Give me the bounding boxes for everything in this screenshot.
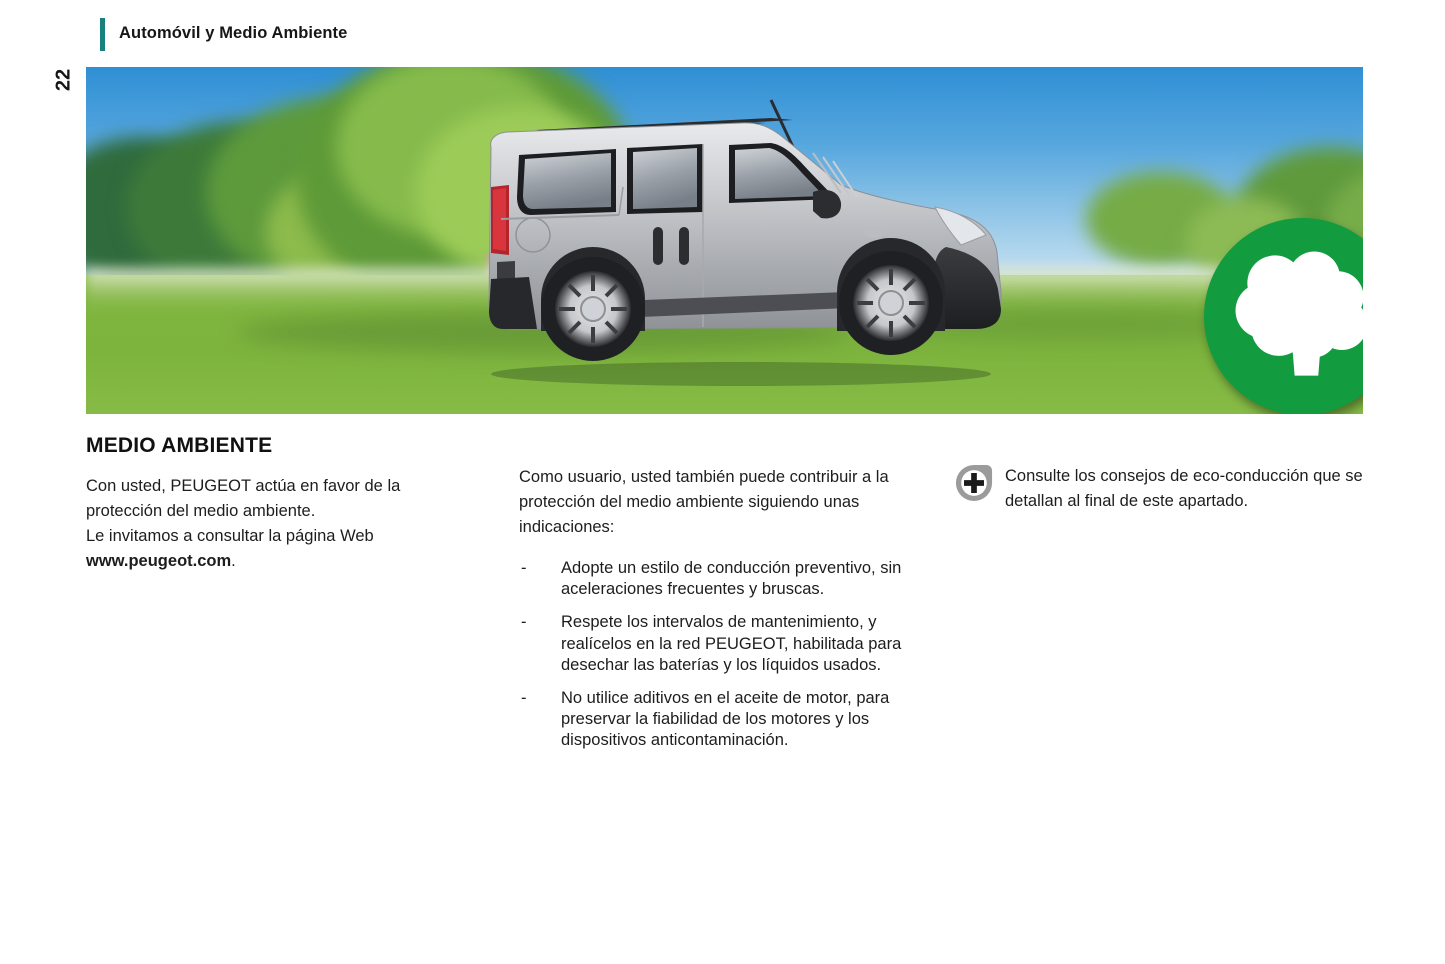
eco-badge <box>1204 218 1363 414</box>
vehicle-illustration <box>441 87 1041 397</box>
eco-tip-callout <box>955 462 1365 514</box>
bullet-dash: - <box>521 613 527 632</box>
eco-guidelines-list <box>519 558 934 751</box>
page-number <box>42 58 86 102</box>
plus-info-icon <box>955 464 993 502</box>
section-heading: MEDIO AMBIENTE <box>86 434 273 457</box>
peugeot-website-link[interactable]: www.peugeot.com <box>86 552 232 571</box>
sentence-period: . <box>231 552 236 571</box>
intro-line-2: protección del medio ambiente. <box>86 501 316 520</box>
list-item <box>519 612 934 675</box>
list-item-text: Adopte un estilo de conducción preventivo, sin aceleraciones frecuentes y bruscas. <box>561 559 902 599</box>
bullet-dash: - <box>521 559 527 578</box>
page-title: Automóvil y Medio Ambiente <box>119 24 348 42</box>
contribute-paragraph: Como usuario, usted también puede contribuir a la protección del medio ambiente siguiendo unas indicaciones: <box>519 468 889 537</box>
page-number-value: 22 <box>52 68 75 92</box>
tree-icon <box>1204 218 1363 414</box>
left-text-column <box>86 430 486 574</box>
header-accent-bar <box>100 18 105 51</box>
intro-paragraph <box>86 474 486 574</box>
eco-tip-text: Consulte los consejos de eco-conducción que se detallan al final de este apartado. <box>1005 467 1363 511</box>
list-item-text: Respete los intervalos de mantenimiento, y realícelos en la red PEUGEOT, habilitada para desechar las baterías y los líquidos usados. <box>561 613 902 674</box>
list-item <box>519 558 934 600</box>
bullet-dash: - <box>521 688 527 707</box>
middle-text-column <box>519 465 934 763</box>
list-item <box>519 688 934 751</box>
intro-line-1: Con usted, PEUGEOT actúa en favor de la <box>86 476 401 495</box>
intro-line-3: Le invitamos a consultar la página Web <box>86 527 374 546</box>
right-text-column <box>955 462 1365 514</box>
list-item-text: No utilice aditivos en el aceite de motor, para preservar la fiabilidad de los motores y los dispositivos anticontaminación. <box>561 688 890 749</box>
hero-illustration <box>86 67 1363 414</box>
